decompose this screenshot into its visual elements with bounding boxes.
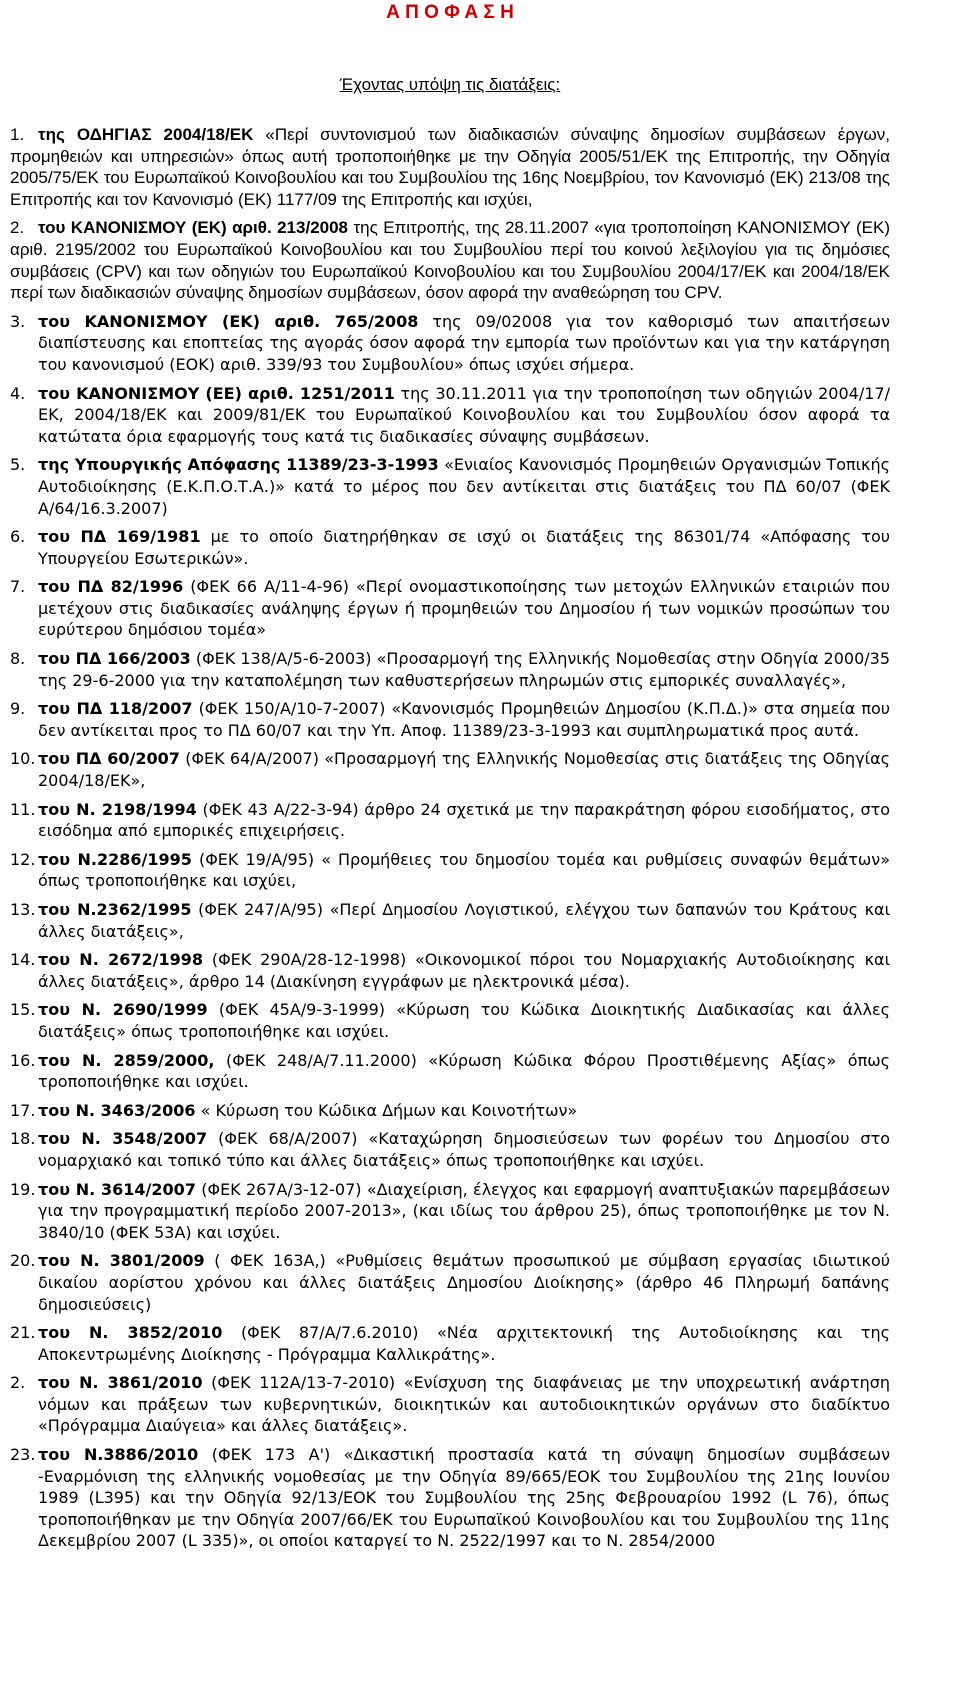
item-text: με το οποίο διατηρήθηκαν σε ισχύ οι διατάξεις της 86301/74 «Απόφασης του Υπουργείου Εσωτερικών». bbox=[38, 527, 890, 568]
item-reference: του Ν. 3548/2007 bbox=[38, 1129, 208, 1149]
item-text: (ΦΕΚ 66 Α/11-4-96) «Περί ονομαστικοποίησης των μετοχών Ελληνικών εταιριών που μετέχουν στις διαδικασίες ανάληψης έργων ή προμηθειών του Δημοσίου ή των νομικών προσώπων του ευρύτερου δημόσιου τομέα» bbox=[38, 577, 891, 640]
list-item bbox=[10, 1444, 890, 1552]
item-text: (ΦΕΚ 138/Α/5-6-2003) «Προσαρμογή της Ελληνικής Νομοθεσίας στην Οδηγία 2000/35 της 29-6-2000 για την καταπολέμηση των καθυστερήσεων πληρωμών στις εμπορικές συναλλαγές», bbox=[38, 649, 890, 690]
item-text: (ΦΕΚ 45Α/9-3-1999) «Κύρωση του Κώδικα Διοικητικής Διαδικασίας και άλλες διατάξεις» όπως τροποποιήθηκε και ισχύει. bbox=[38, 1000, 890, 1041]
intro-text: Έχοντας υπόψη τις διατάξεις: bbox=[339, 75, 561, 94]
item-number: 2. bbox=[10, 218, 25, 238]
list-item bbox=[10, 217, 890, 303]
item-text: «Περί συντονισμού των διαδικασιών σύναψης δημοσίων συμβάσεων έργων, προμηθειών και υπηρεσιών» όπως αυτή τροποποιήθηκε με την Οδηγία 2005/51/ΕΚ της Επιτροπής, την Οδηγία 2005/75/ΕΚ του Ευρωπαϊκού Κοινοβουλίου και του Συμβουλίου της 16ης Νοεμβρίου, τον Κανονισμό (ΕΚ) 213/08 της Επιτροπής και τον Κανονισμό (ΕΚ) 1177/09 της Επιτροπής και ισχύει, bbox=[10, 125, 890, 209]
item-body bbox=[38, 1179, 890, 1244]
list-item bbox=[10, 1050, 890, 1093]
item-body bbox=[38, 748, 890, 791]
list-item bbox=[10, 799, 890, 842]
list-item bbox=[10, 311, 890, 376]
item-number: 1. bbox=[10, 125, 25, 144]
item-text: (ΦΕΚ 267Α/3-12-07) «Διαχείριση, έλεγχος και εφαρμογή αναπτυξιακών παρεμβάσεων για την προγραμματική περίοδο 2007-2013», (και ιδίως του άρθρου 25), όπως τροποποιήθηκε με τον Ν. 3840/10 (ΦΕΚ 53Α) και ισχύει. bbox=[38, 1179, 890, 1242]
item-body bbox=[38, 1050, 890, 1093]
list-item bbox=[10, 648, 890, 691]
item-body bbox=[38, 999, 890, 1042]
item-number: 4. bbox=[10, 383, 26, 403]
list-item bbox=[10, 383, 890, 448]
item-reference: του Ν. 3861/2010 bbox=[38, 1373, 203, 1393]
intro-line bbox=[10, 74, 890, 96]
item-text: της 09/02008 για τον καθορισμό των απαιτήσεων διαπίστευσης και εποπτείας της αγοράς όσον αφορά την εμπορία των προϊόντων και για την κατάργηση του κανονισμού (ΕΟΚ) αριθ. 339/93 του Συμβουλίου» όπως ισχύει σήμερα. bbox=[38, 311, 890, 374]
list-item bbox=[10, 526, 890, 569]
item-reference: του Ν.2286/1995 bbox=[38, 849, 192, 869]
item-reference: του Ν.2362/1995 bbox=[38, 900, 192, 919]
list-item bbox=[10, 748, 890, 791]
item-reference: της ΟΔΗΓΙΑΣ 2004/18/ΕΚ bbox=[38, 125, 254, 144]
item-reference: του ΚΑΝΟΝΙΣΜΟΥ (ΕΕ) αριθ. 1251/2011 bbox=[38, 383, 395, 403]
list-item bbox=[10, 1322, 890, 1365]
item-number: 21. bbox=[10, 1323, 36, 1343]
provisions-list bbox=[10, 124, 890, 1552]
list-item bbox=[10, 899, 890, 942]
item-reference: του Ν. 2690/1999 bbox=[38, 1000, 208, 1020]
item-body bbox=[38, 1322, 890, 1365]
item-number: 11. bbox=[10, 799, 36, 819]
item-number: 14. bbox=[10, 950, 36, 970]
item-text: (ΦΕΚ 19/Α/95) « Προμήθειες του δημοσίου τομέα και ρυθμίσεις συναφών θεμάτων» όπως τροποποιήθηκε και ισχύει, bbox=[38, 849, 890, 891]
item-number: 23. bbox=[10, 1445, 36, 1465]
item-reference: του ΠΔ 169/1981 bbox=[38, 527, 201, 547]
item-reference: του ΚΑΝΟΝΙΣΜΟΥ (ΕΚ) αριθ. 765/2008 bbox=[38, 311, 419, 331]
item-reference: της Υπουργικής Απόφασης 11389/23-3-1993 bbox=[38, 455, 439, 475]
list-item bbox=[10, 698, 890, 741]
item-reference: του Ν. 3463/2006 bbox=[38, 1100, 196, 1120]
item-text: (ΦΕΚ 68/Α/2007) «Καταχώρηση δημοσιεύσεων των φορέων του Δημοσίου στο νομαρχιακό και τοπικό τύπο και άλλες διατάξεις» όπως τροποποιήθηκε και ισχύει. bbox=[38, 1129, 890, 1170]
item-number: 7. bbox=[10, 577, 26, 597]
item-number: 18. bbox=[10, 1129, 36, 1149]
item-number: 2. bbox=[10, 1373, 26, 1393]
item-text: (ΦΕΚ 290Α/28-12-1998) «Οικονομικοί πόροι του Νομαρχιακής Αυτοδιοίκησης και άλλες διατάξεις», άρθρο 14 (Διακίνηση εγγράφων με ηλεκτρονικά μέσα). bbox=[38, 950, 890, 991]
item-number: 15. bbox=[10, 1000, 36, 1020]
item-body bbox=[38, 526, 890, 569]
item-text: «Ενιαίος Κανονισμός Προμηθειών Οργανισμών Τοπικής Αυτοδιοίκησης (Ε.Κ.Π.Ο.Τ.Α.)» κατά το μέρος που δεν αντίκειται στις διατάξεις του ΠΔ 60/07 (ΦΕΚ Α/64/16.3.2007) bbox=[38, 455, 890, 518]
item-reference: του Ν. 3801/2009 bbox=[38, 1251, 205, 1271]
list-item bbox=[10, 999, 890, 1042]
list-item bbox=[10, 849, 890, 892]
item-body bbox=[38, 1128, 890, 1171]
item-text: (ΦΕΚ 43 Α/22-3-94) άρθρο 24 σχετικά με την παρακράτηση φόρου εισοδήματος, στο εισόδημα από εμπορικές επιχειρήσεις. bbox=[38, 799, 891, 841]
item-body bbox=[38, 698, 890, 741]
item-body bbox=[38, 383, 890, 448]
item-text: « Κύρωση του Κώδικα Δήμων και Κοινοτήτων» bbox=[200, 1100, 578, 1120]
page-title: Α Π Ο Φ Α Σ Η bbox=[386, 2, 514, 23]
item-reference: του Ν. 3852/2010 bbox=[38, 1323, 223, 1343]
item-number: 3. bbox=[10, 311, 26, 331]
item-body bbox=[38, 899, 890, 942]
item-reference: του Ν. 2198/1994 bbox=[38, 799, 197, 819]
item-number: 10. bbox=[10, 749, 36, 769]
item-body bbox=[38, 576, 890, 641]
list-item bbox=[10, 124, 890, 210]
item-body bbox=[38, 1372, 890, 1437]
item-number: 20. bbox=[10, 1251, 36, 1271]
item-reference: του ΚΑΝΟΝΙΣΜΟΥ (ΕΚ) αριθ. 213/2008 bbox=[38, 218, 349, 238]
item-body bbox=[38, 454, 890, 519]
item-text: ( ΦΕΚ 163Α,) «Ρυθμίσεις θεμάτων προσωπικού με σύμβαση εργασίας ιδιωτικού δικαίου αορίστου χρόνου και άλλες διατάξεις Δημοσίου Διοίκησης» (άρθρο 46 Πληρωμή δαπάνης δημοσιεύσεις) bbox=[38, 1251, 890, 1314]
item-body bbox=[38, 849, 890, 892]
item-text: της 30.11.2011 για την τροποποίηση των οδηγιών 2004/17/ΕΚ, 2004/18/ΕΚ και 2009/81/ΕΚ του Ευρωπαϊκού Κοινοβουλίου και του Συμβουλίου όσον αφορά τα κατώτατα όρια εφαρμογής τους κατά τις διαδικασίες σύναψης συμβάσεων. bbox=[38, 383, 890, 446]
item-reference: του ΠΔ 166/2003 bbox=[38, 649, 191, 669]
item-number: 16. bbox=[10, 1050, 36, 1070]
item-reference: του ΠΔ 82/1996 bbox=[38, 577, 184, 597]
item-body bbox=[38, 1444, 890, 1552]
item-number: 17. bbox=[10, 1100, 36, 1120]
item-text: (ΦΕΚ 87/Α/7.6.2010) «Νέα αρχιτεκτονική της Αυτοδιοίκησης και της Αποκεντρωμένης Διοίκησης - Πρόγραμμα Καλλικράτης». bbox=[38, 1323, 890, 1364]
item-body bbox=[38, 311, 890, 376]
item-number: 8. bbox=[10, 649, 26, 669]
item-reference: του Ν.3886/2010 bbox=[38, 1445, 199, 1465]
item-number: 6. bbox=[10, 527, 26, 547]
item-number: 13. bbox=[10, 900, 36, 919]
list-item bbox=[10, 1100, 890, 1122]
list-item bbox=[10, 576, 890, 641]
list-item bbox=[10, 1372, 890, 1437]
item-text: (ΦΕΚ 247/Α/95) «Περί Δημοσίου Λογιστικού, ελέγχου των δαπανών του Κράτους και άλλες διατάξεις», bbox=[38, 900, 891, 941]
item-text: (ΦΕΚ 64/Α/2007) «Προσαρμογή της Ελληνικής Νομοθεσίας στις διατάξεις της Οδηγίας 2004/18/ΕΚ», bbox=[38, 749, 891, 791]
item-body bbox=[38, 648, 890, 691]
item-reference: του Ν. 2672/1998 bbox=[38, 950, 203, 970]
item-reference: του ΠΔ 118/2007 bbox=[38, 699, 193, 719]
item-body bbox=[38, 1250, 890, 1315]
item-text: (ΦΕΚ 150/Α/10-7-2007) «Κανονισμός Προμηθειών Δημοσίου (Κ.Π.Δ.)» στα σημεία που δεν αντίκειται προς το ΠΔ 60/07 και την Υπ. Αποφ. 11389/23-3-1993 και συμπληρωματικά προς αυτά. bbox=[38, 699, 890, 740]
item-reference: του Ν. 2859/2000, bbox=[38, 1050, 215, 1070]
item-text: της Επιτροπής, της 28.11.2007 «για τροποποίηση ΚΑΝΟΝΙΣΜΟΥ (ΕΚ) αριθ. 2195/2002 του Ευρωπαϊκού Κοινοβουλίου και του Συμβουλίου περί του κοινού λεξιλογίου για τις δημόσιες συμβάσεις (CPV) και των οδηγιών του Ευρωπαϊκού Κοινοβουλίου και του Συμβουλίου 2004/17/ΕΚ και 2004/18/ΕΚ περί των διαδικασιών σύναψης δημοσίων συμβάσεων, όσον αφορά την αναθεώρηση του CPV. bbox=[10, 218, 890, 303]
list-item bbox=[10, 949, 890, 992]
item-number: 12. bbox=[10, 849, 36, 869]
list-item bbox=[10, 1250, 890, 1315]
item-body bbox=[38, 799, 890, 842]
list-item bbox=[10, 454, 890, 519]
item-body bbox=[38, 1100, 890, 1122]
item-reference: του Ν. 3614/2007 bbox=[38, 1179, 196, 1199]
list-item bbox=[10, 1128, 890, 1171]
item-number: 5. bbox=[10, 455, 26, 475]
item-reference: του ΠΔ 60/2007 bbox=[38, 749, 180, 769]
item-number: 9. bbox=[10, 699, 26, 719]
item-number: 19. bbox=[10, 1179, 36, 1199]
document-page bbox=[10, 0, 890, 1559]
list-item bbox=[10, 1179, 890, 1244]
item-text: (ΦΕΚ 112Α/13-7-2010) «Ενίσχυση της διαφάνειας με την υποχρεωτική ανάρτηση νόμων και πράξεων των κυβερνητικών, διοικητικών και αυτοδιοικητικών οργάνων στο διαδίκτυο «Πρόγραμμα Διαύγεια» και άλλες διατάξεις». bbox=[38, 1373, 890, 1436]
item-text: (ΦΕΚ 173 Α') «Δικαστική προστασία κατά τη σύναψη δημοσίων συμβάσεων -Εναρμόνιση της ελληνικής νομοθεσίας με την Οδηγία 89/665/ΕΟΚ του Συμβουλίου της 21ης Ιουνίου 1989 (L395) και την Οδηγία 92/13/ΕΟΚ του Συμβουλίου της 25ης Φεβρουαρίου 1992 (L 76), όπως τροποποιήθηκαν με την Οδηγία 2007/66/ΕΚ του Ευρωπαϊκού Κοινοβουλίου και του Συμβουλίου της 11ης Δεκεμβρίου 2007 (L 335)», οι οποίοι καταργεί το Ν. 2522/1997 και το Ν. 2854/2000 bbox=[38, 1445, 891, 1551]
item-text: (ΦΕΚ 248/Α/7.11.2000) «Κύρωση Κώδικα Φόρου Προστιθέμενης Αξίας» όπως τροποποιήθηκε και ισχύει. bbox=[38, 1050, 890, 1092]
item-body bbox=[38, 949, 890, 992]
